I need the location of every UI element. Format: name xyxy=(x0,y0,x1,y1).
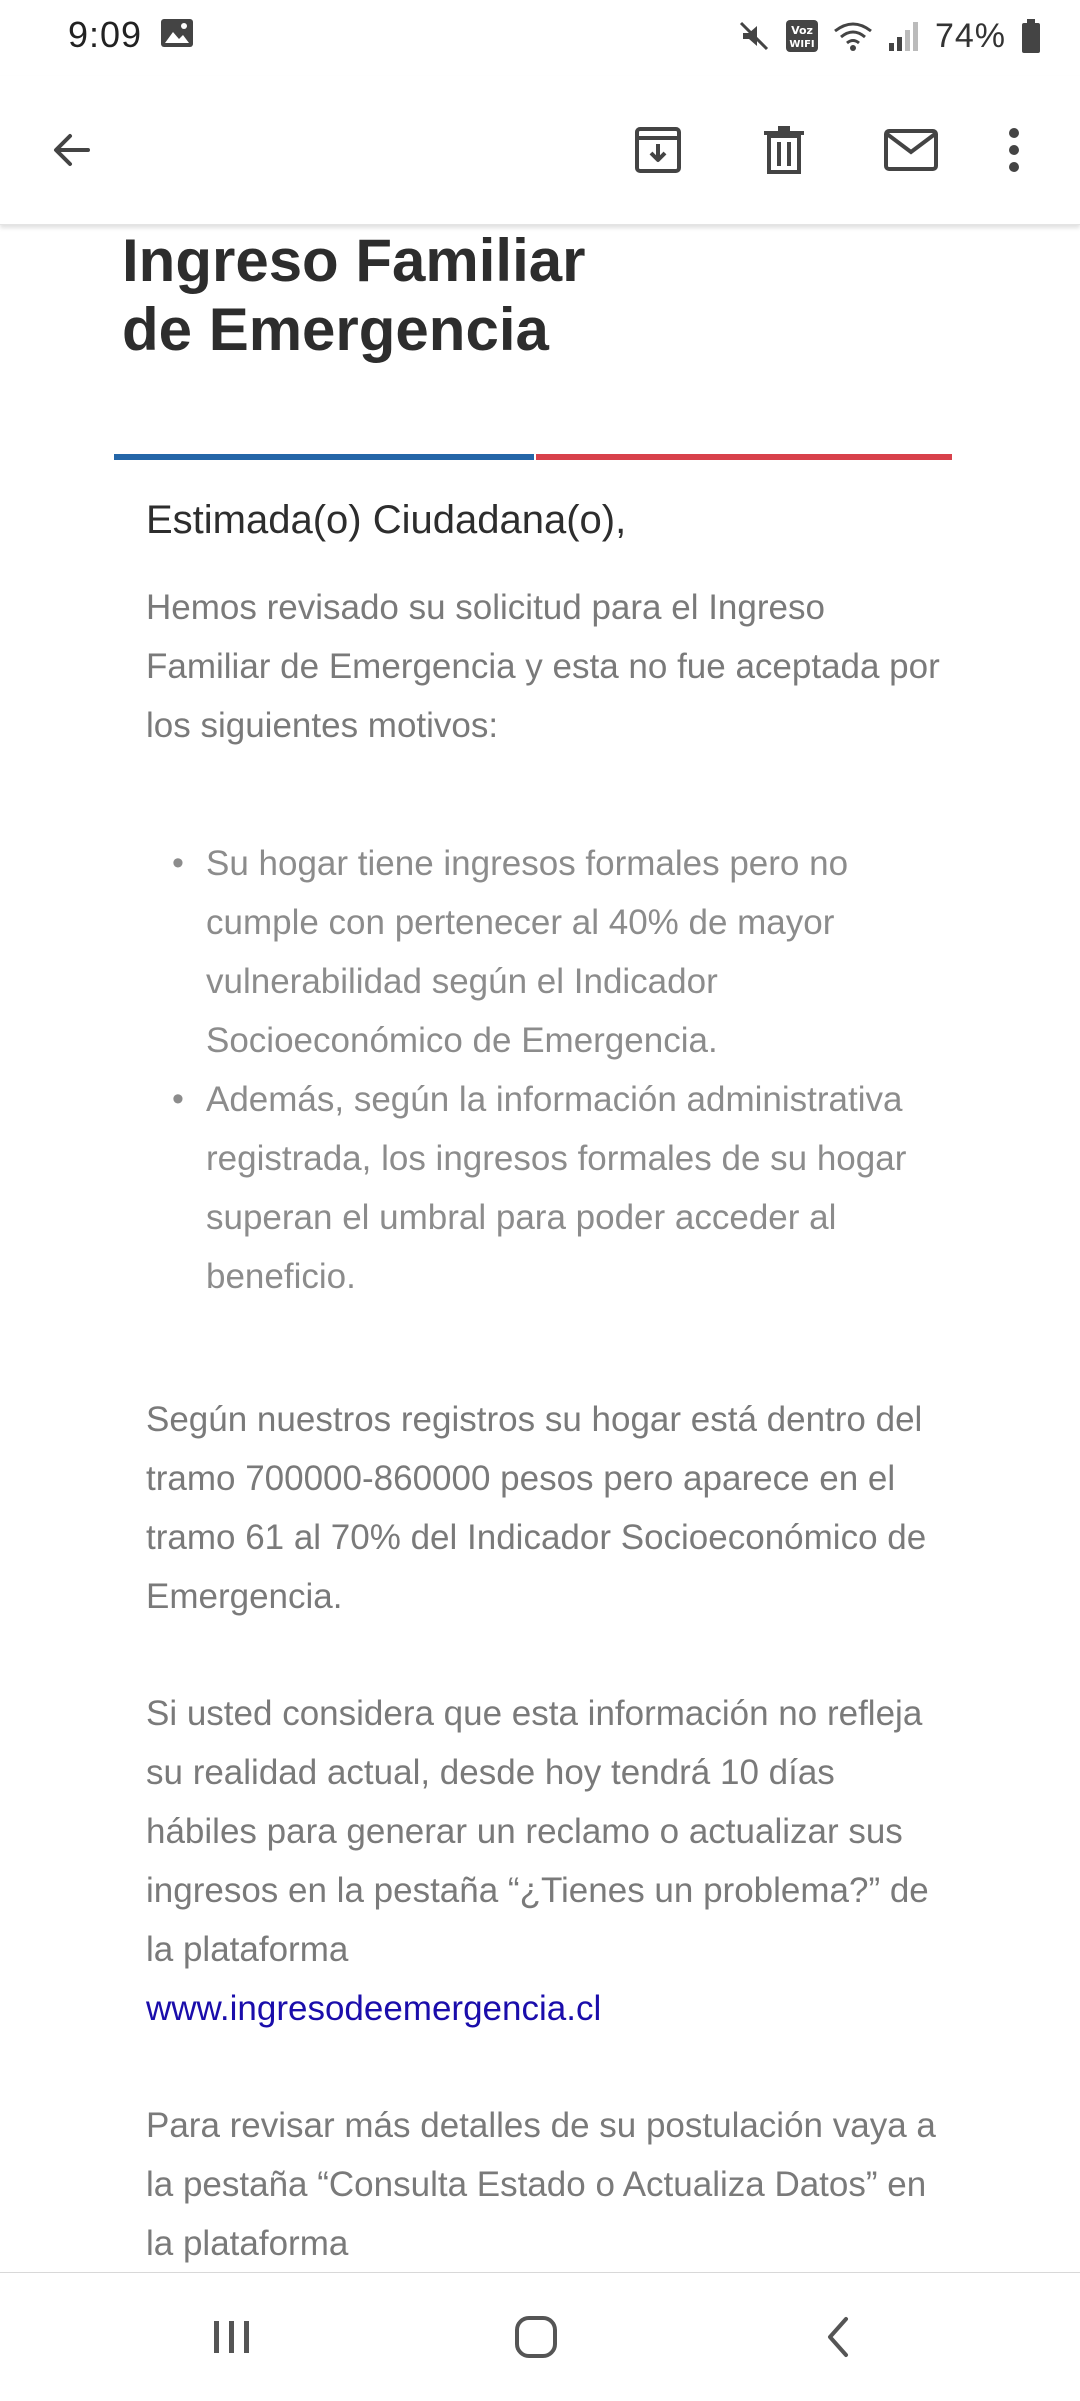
home-icon xyxy=(512,2313,560,2361)
claim-paragraph: Si usted considera que esta información no refleja su realidad actual, desde hoy tendrá 10 días hábiles para generar un reclamo o actualizar sus ingresos en la pestaña “¿Tienes un problema?” de la plataforma xyxy=(146,1694,929,1969)
list-item: • Además, según la información administrativa registrada, los ingresos formales de su hogar superan el umbral para poder acceder al beneficio. xyxy=(172,1080,907,1296)
more-vert-icon xyxy=(1006,126,1022,174)
recent-apps-button[interactable] xyxy=(192,2305,272,2369)
greeting: Estimada(o) Ciudadana(o), xyxy=(146,498,627,542)
image-icon xyxy=(160,18,194,48)
archive-icon xyxy=(632,124,684,176)
delete-button[interactable] xyxy=(746,112,822,188)
more-options-button[interactable] xyxy=(984,112,1044,188)
claim-block xyxy=(146,1684,946,2038)
email-header-title: Ingreso Familiar de Emergencia xyxy=(122,227,586,363)
svg-text:WIFI: WIFI xyxy=(789,39,815,50)
trash-icon xyxy=(760,124,808,176)
email-body[interactable] xyxy=(0,226,1080,2272)
flag-line-red xyxy=(536,454,952,460)
system-navbar xyxy=(0,2272,1080,2401)
reasons-list xyxy=(146,834,946,1306)
registry-paragraph: Según nuestros registros su hogar está dentro del tramo 700000-860000 pesos pero aparece en el tramo 61 al 70% del Indicador Socioeconómico de Emergencia. xyxy=(146,1400,927,1616)
svg-text:Voz: Voz xyxy=(791,24,813,37)
status-icons xyxy=(737,14,1042,58)
flag-line-blue xyxy=(114,454,534,460)
platform-link[interactable]: www.ingresodeemergencia.cl xyxy=(146,1989,602,2028)
battery-percent: 74% xyxy=(934,16,1006,55)
mail-icon xyxy=(883,128,939,172)
recent-apps-icon xyxy=(210,2317,254,2357)
intro-paragraph: Hemos revisado su solicitud para el Ingreso Familiar de Emergencia y esta no fue aceptada por los siguientes motivos: xyxy=(146,588,940,745)
signal-icon xyxy=(887,19,921,53)
mark-unread-button[interactable] xyxy=(873,112,949,188)
home-button[interactable] xyxy=(496,2305,576,2369)
details-paragraph: Para revisar más detalles de su postulación vaya a la pestaña “Consulta Estado o Actualiza Datos” en la plataforma xyxy=(146,2106,936,2263)
voz-wifi-icon xyxy=(785,19,819,53)
battery-icon xyxy=(1020,18,1042,54)
list-item: • Su hogar tiene ingresos formales pero no cumple con pertenecer al 40% de mayor vulnerabilidad según el Indicador Socioeconómico de Emergencia. xyxy=(172,844,849,1060)
back-icon xyxy=(822,2313,854,2361)
wifi-icon xyxy=(833,19,873,53)
mute-icon xyxy=(737,19,771,53)
status-bar xyxy=(0,0,1080,76)
back-button[interactable] xyxy=(34,112,110,188)
status-time: 9:09 xyxy=(68,14,143,55)
nav-back-button[interactable] xyxy=(798,2305,878,2369)
reason-text: Su hogar tiene ingresos formales pero no cumple con pertenecer al 40% de mayor vulnerabilidad según el Indicador Socioeconómico de Emergencia. xyxy=(206,844,849,1060)
archive-button[interactable] xyxy=(620,112,696,188)
back-arrow-icon xyxy=(48,126,96,174)
email-toolbar xyxy=(0,76,1080,225)
reason-text: Además, según la información administrativa registrada, los ingresos formales de su hogar superan el umbral para poder acceder al beneficio. xyxy=(206,1080,907,1296)
